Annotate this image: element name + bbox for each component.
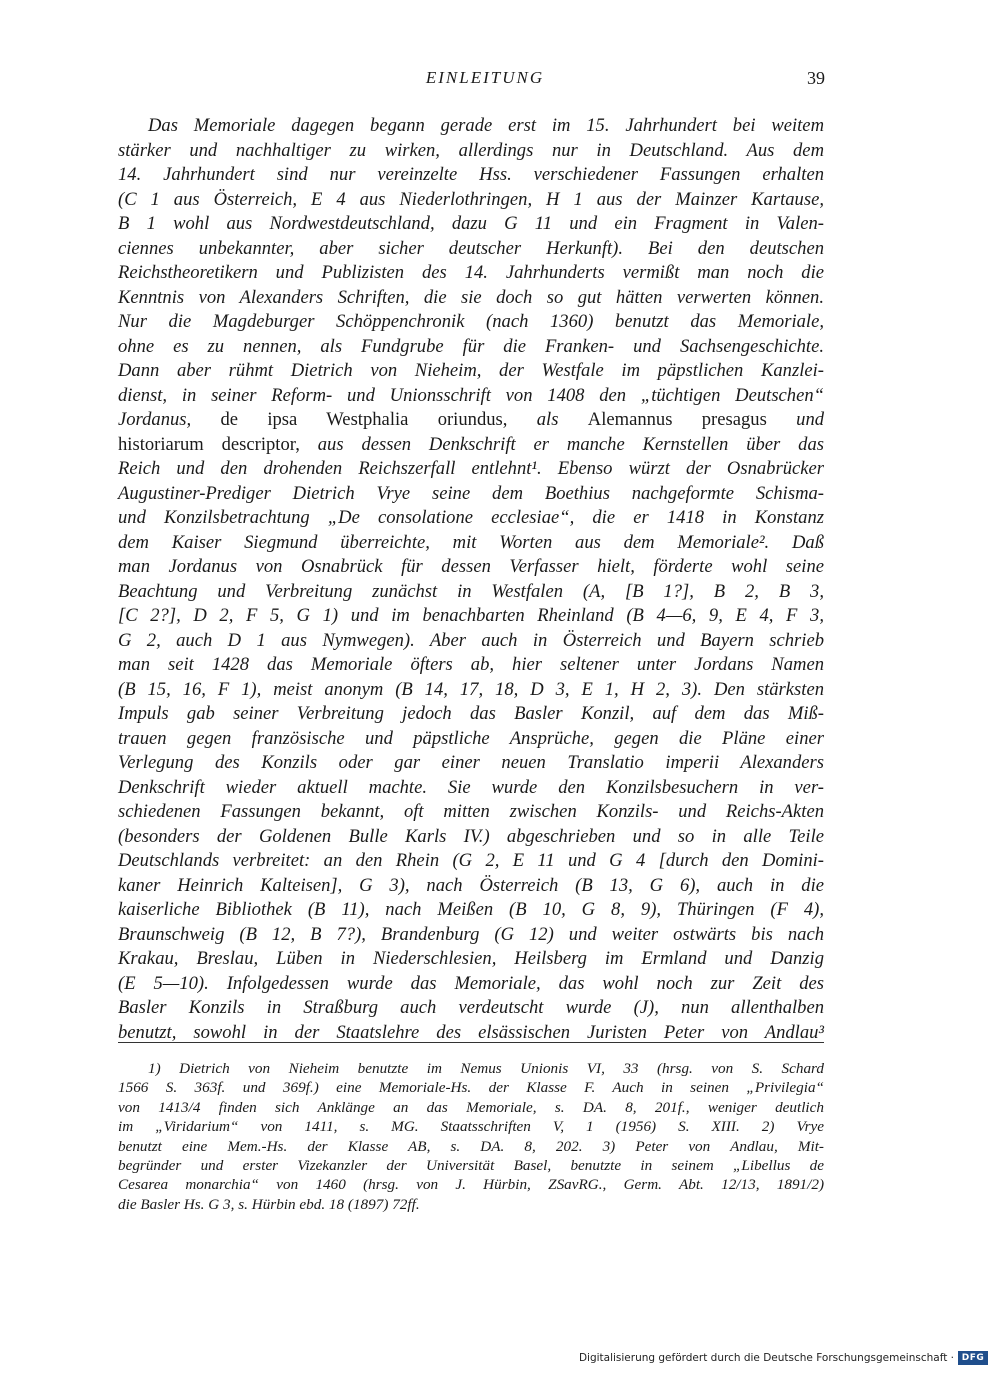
footnote-line: 1) Dietrich von Nieheim benutzte im Nemus Unionis VI, 33 (hrsg. von S. Schard [148,1060,824,1077]
footnote-line: begründer und erster Vizekanzler der Universität Basel, benutzte in seinem „Libellus de [118,1156,824,1174]
body-line: Braunschweig (B 12, B 7?), Brandenburg (G 12) und weiter ostwärts bis nach [118,923,824,945]
body-line: Kenntnis von Alexanders Schriften, die sie doch so gut hätten verwerten können. [118,286,824,308]
running-head [145,68,825,98]
latin-quote: historiarum descriptor, [118,433,300,455]
body-line: Basler Konzils in Straßburg auch verdeutscht wurde (J), nun allenthalben [118,997,824,1018]
body-line: Reich und den drohenden Reichszerfall entlehnt¹. Ebenso würzt der Osnabrücker [118,458,824,479]
body-line: kaner Heinrich Kalteisen], G 3), nach Österreich (B 13, G 6), auch in die [118,874,824,896]
body-line-mixed [118,433,824,458]
body-line: (B 15, 16, F 1), meist anonym (B 14, 17, 18, D 3, E 1, H 2, 3). Den stärksten [118,678,824,700]
body-line: man seit 1428 das Memoriale öfters ab, hier seltener unter Jordans Namen [118,654,824,675]
footnote-line: von 1413/4 finden sich Anklänge an das Memoriale, s. DA. 8, 201f., weniger deutlich [118,1098,824,1116]
body-line: Denkschrift wieder aktuell machte. Sie wurde den Konzilsbesuchern in ver- [118,776,824,798]
body-line: Das Memoriale dagegen begann gerade erst im 15. Jahrhundert bei weitem [148,115,824,136]
page-number: 39 [807,68,825,88]
body-line: Deutschlands verbreitet: an den Rhein (G 2, E 11 und G 4 [durch den Domini- [118,850,824,871]
footnote-line: 1566 S. 363f. und 369f.) eine Memoriale-Hs. der Klasse F. Auch in seinen „Privilegia“ [118,1079,824,1097]
body-fragment: aus dessen Denkschrift er manche Kernstellen über das [317,433,825,455]
body-line: Reichstheoretikern und Publizisten des 14. Jahrhunderts vermißt man noch die [118,262,824,283]
digitization-credit [579,1350,988,1366]
body-line: und Konzilsbetrachtung „De consolatione ecclesiae“, die er 1418 in Konstanz [118,507,824,528]
body-line: benutzt, sowohl in der Staatslehre des elsässischen Juristen Peter von Andlau³ [118,1021,824,1043]
body-line: 14. Jahrhundert sind nur vereinzelte Hss. verschiedener Fassungen erhalten [118,164,824,185]
body-line: (besonders der Goldenen Bulle Karls IV.) abgeschrieben und so in alle Teile [118,825,824,847]
footnote-line: die Basler Hs. G 3, s. Hürbin ebd. 18 (1897) 72ff. [118,1195,420,1213]
footnotes [118,1059,824,1214]
footnote-line: benutzt eine Mem.-Hs. der Klasse AB, s. DA. 8, 202. 3) Peter von Andlau, Mit- [118,1137,824,1155]
body-line: schiedenen Fassungen bekannt, oft mitten zwischen Konzils- und Reichs-Akten [118,801,824,822]
body-line: (E 5—10). Infolgedessen wurde das Memoriale, das wohl noch zur Zeit des [118,972,824,994]
dfg-logo-icon: DFG [958,1351,988,1365]
body-text [118,114,824,1045]
body-line: trauen gegen französische und päpstliche Ansprüche, gegen die Pläne einer [118,727,824,749]
body-line: [C 2?], D 2, F 5, G 1) und im benachbarten Rheinland (B 4—6, 9, E 4, F 3, [118,605,824,626]
latin-quote: Alemannus presagus [587,409,767,430]
footnote-line: im „Viridarium“ von 1411, s. MG. Staatsschriften V, 1 (1956) S. XIII. 2) Vrye [118,1118,824,1136]
body-line: Verlegung des Konzils oder gar einer neuen Translatio imperii Alexanders [118,752,824,773]
body-fragment: Jordanus, [118,409,192,430]
credit-text: Digitalisierung gefördert durch die Deutsche Forschungsgemeinschaft · [578,1352,954,1364]
footnote-line: Cesarea monarchia“ von 1460 (hrsg. von J. Hürbin, ZSavRG., Germ. Abt. 12/13, 1891/2) [118,1176,824,1194]
body-fragment: als [536,409,559,430]
body-line-mixed [118,408,824,433]
body-line: stärker und nachhaltiger zu wirken, allerdings nur in Deutschland. Aus dem [118,139,824,161]
body-line: ciennes unbekannter, aber sicher deutscher Herkunft). Bei den deutschen [118,237,824,259]
body-line: Krakau, Breslau, Lüben in Niederschlesien, Heilsberg im Ermland und Danzig [118,948,824,969]
body-fragment: und [796,409,825,430]
body-line: G 2, auch D 1 aus Nymwegen). Aber auch in Österreich und Bayern schrieb [118,629,824,651]
body-line: ohne es zu nennen, als Fundgrube für die Franken- und Sachsengeschichte. [118,335,824,357]
running-title: EINLEITUNG [425,68,545,87]
body-line: dem Kaiser Siegmund überreichte, mit Worten aus dem Memoriale². Daß [118,531,824,553]
body-line: man Jordanus von Osnabrück für dessen Verfasser hielt, förderte wohl seine [118,556,824,577]
body-line: Nur die Magdeburger Schöppenchronik (nach 1360) benutzt das Memoriale, [118,311,824,332]
body-line: kaiserliche Bibliothek (B 11), nach Meißen (B 10, G 8, 9), Thüringen (F 4), [118,899,824,920]
latin-quote: de ipsa Westphalia oriundus, [220,409,508,430]
body-line: (C 1 aus Österreich, E 4 aus Niederlothringen, H 1 aus der Mainzer Kartause, [118,188,824,210]
body-line: Dann aber rühmt Dietrich von Nieheim, der Westfale im päpstlichen Kanzlei- [118,360,824,381]
body-line: dienst, in seiner Reform- und Unionsschrift von 1408 den „tüchtigen Deutschen“ [118,384,824,406]
body-line: Augustiner-Prediger Dietrich Vrye seine dem Boethius nachgeformte Schisma- [118,482,824,504]
body-line: B 1 wohl aus Nordwestdeutschland, dazu G 11 und ein Fragment in Valen- [118,213,824,234]
footnote-rule [118,1042,824,1043]
body-line: Beachtung und Verbreitung zunächst in Westfalen (A, [B 1?], B 2, B 3, [118,580,824,602]
body-line: Impuls gab seiner Verbreitung jedoch das Basler Konzil, auf dem das Miß- [118,703,824,724]
